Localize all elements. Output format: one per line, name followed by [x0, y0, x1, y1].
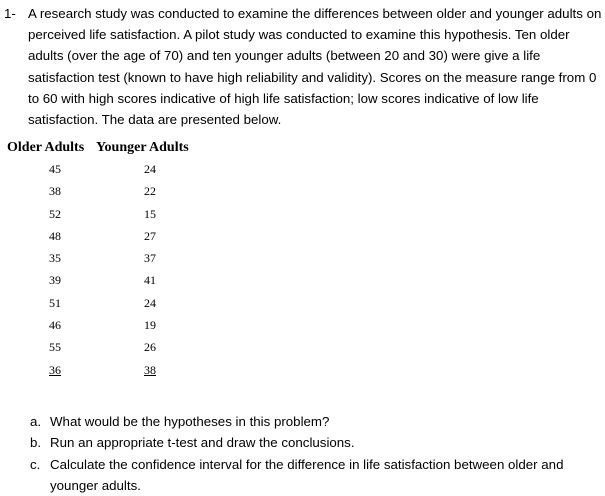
table-row [7, 225, 216, 247]
younger-adults-score: 24 [144, 162, 156, 176]
subquestion-text: Calculate the confidence interval for the difference in life satisfaction between older and younger adults. [50, 456, 564, 493]
older-adults-score: 51 [49, 295, 61, 310]
subquestion-item [30, 454, 604, 496]
older-adults-score: 45 [49, 162, 61, 176]
subquestion-marker: c. [30, 456, 41, 472]
subquestion-text: Run an appropriate t-test and draw the conclusions. [50, 435, 355, 451]
older-adults-score: 36 [49, 362, 61, 377]
table-row [7, 359, 216, 381]
table-row [7, 247, 216, 269]
table-row [7, 292, 216, 314]
table-header [7, 138, 216, 158]
younger-adults-score: 22 [144, 184, 156, 199]
older-adults-score: 35 [49, 251, 61, 266]
younger-adults-score: 41 [144, 273, 156, 288]
older-adults-score: 39 [49, 273, 61, 288]
younger-adults-score: 26 [144, 340, 156, 355]
table-row [7, 336, 216, 358]
table-body [7, 158, 216, 381]
younger-adults-score: 38 [144, 362, 156, 377]
table-row [7, 158, 216, 180]
table-row [7, 180, 216, 202]
table-row [7, 203, 216, 225]
table-row [7, 269, 216, 291]
older-adults-score: 52 [49, 206, 61, 221]
younger-adults-score: 15 [144, 206, 156, 221]
older-adults-score: 55 [49, 340, 61, 355]
younger-adults-score: 37 [144, 251, 156, 266]
header-older-adults: Older Adults [7, 140, 85, 155]
subquestion-item [30, 432, 604, 453]
subquestion-marker: b. [30, 435, 42, 451]
subquestion-marker: a. [30, 414, 42, 429]
table-row [7, 314, 216, 336]
data-table [7, 138, 216, 381]
younger-adults-score: 27 [144, 228, 156, 243]
younger-adults-score: 19 [144, 318, 156, 333]
older-adults-score: 46 [49, 318, 61, 333]
header-younger-adults: Younger Adults [96, 140, 189, 155]
younger-adults-score: 24 [144, 295, 156, 310]
question-number: 1- [4, 6, 16, 21]
subquestion-item [30, 411, 604, 432]
older-adults-score: 38 [49, 184, 61, 199]
subquestion-text: What would be the hypotheses in this problem? [50, 414, 330, 429]
question-block [4, 3, 604, 130]
question-text: A research study was conducted to examine the differences between older and younger adults on perceived life satisfaction. A pilot study was conducted to examine this hypothesis. Ten older adults (over the age of 70) and ten younger adults (between 20 and 30) were give a life satisfaction test (known to have high reliability and validity). Scores on the measure range from 0 to 60 with high scores indicative of high life satisfaction; low scores indicative of low life satisfaction. The data are presented below. [28, 6, 602, 128]
subquestion-list [30, 411, 604, 496]
older-adults-score: 48 [49, 228, 61, 243]
